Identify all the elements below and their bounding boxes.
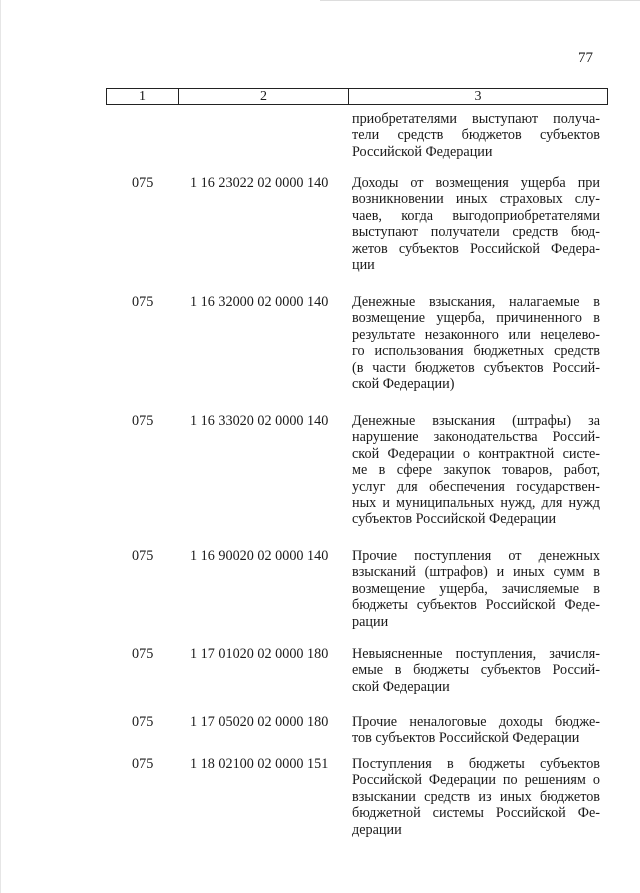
description-line: Поступления в бюджеты субъектов: [352, 756, 600, 772]
scan-edge-top: [320, 0, 640, 1]
description-line: чаев, когда выгодоприобретателями: [352, 207, 600, 224]
admin-code-cell: 075: [132, 646, 154, 662]
description-line: приобретателями выступают получа-: [352, 111, 600, 127]
budget-code-cell: 1 16 33020 02 0000 140: [190, 413, 329, 429]
description-line: ской Федерации о контрактной систе-: [352, 445, 600, 462]
description-cell: [352, 413, 600, 528]
description-line: ме в сфере закупок товаров, работ,: [352, 462, 600, 479]
description-line: (в части бюджетов субъектов Россий-: [352, 359, 600, 376]
description-line: Российской Федерации: [352, 143, 493, 160]
description-line: возмещение ущерба, причиненного в: [352, 310, 600, 327]
description-line: ской Федерации): [352, 375, 455, 392]
description-line: взысканий (штрафов) и иных сумм в: [352, 564, 600, 581]
table-header-col-3: 3: [474, 89, 482, 104]
description-line: нарушение законодательства Россий-: [352, 429, 600, 446]
description-line: возмещение ущерба, зачисляемые в: [352, 580, 600, 597]
description-cell: [352, 175, 600, 273]
admin-code-cell: 075: [132, 756, 154, 772]
description-line: субъектов Российской Федерации: [352, 511, 557, 528]
admin-code-cell: 075: [132, 294, 154, 310]
description-line: возникновении иных страховых слу-: [352, 191, 600, 208]
page-number: 77: [578, 50, 593, 66]
description-line: результате незаконного или нецелево-: [352, 326, 600, 343]
description-cell: [352, 111, 600, 160]
admin-code-cell: 075: [132, 413, 154, 429]
description-line: ской Федерации: [352, 678, 450, 695]
description-line: жетов субъектов Российской Федера-: [352, 240, 600, 257]
description-cell: [352, 756, 600, 838]
description-cell: [352, 548, 600, 630]
description-line: Прочие поступления от денежных: [352, 548, 600, 564]
budget-code-cell: 1 18 02100 02 0000 151: [190, 756, 329, 772]
description-cell: [352, 646, 600, 695]
description-line: выступают получатели средств бюд-: [352, 224, 600, 241]
description-line: Денежные взыскания (штрафы) за: [352, 413, 600, 429]
description-line: рации: [352, 613, 389, 630]
admin-code-cell: 075: [132, 175, 154, 191]
budget-code-cell: 1 16 23022 02 0000 140: [190, 175, 329, 191]
budget-code-cell: 1 17 05020 02 0000 180: [190, 714, 329, 730]
description-line: дерации: [352, 821, 402, 838]
admin-code-cell: 075: [132, 548, 154, 564]
description-line: бюджетной системы Российской Фе-: [352, 805, 600, 822]
budget-code-cell: 1 17 01020 02 0000 180: [190, 646, 329, 662]
scan-edge-left: [0, 0, 1, 893]
description-line: ции: [352, 256, 375, 273]
description-line: услуг для обеспечения государствен-: [352, 478, 600, 495]
description-line: Доходы от возмещения ущерба при: [352, 175, 600, 191]
description-cell: [352, 714, 600, 747]
table-header-col-2: 2: [179, 89, 349, 104]
description-line: Прочие неналоговые доходы бюдже-: [352, 714, 600, 730]
description-line: взыскании средств из иных бюджетов: [352, 788, 600, 805]
description-line: тов субъектов Российской Федерации: [352, 730, 580, 747]
budget-code-cell: 1 16 90020 02 0000 140: [190, 548, 329, 564]
description-line: ных и муниципальных нужд, для нужд: [352, 494, 600, 511]
description-line: Денежные взыскания, налагаемые в: [352, 294, 600, 310]
description-line: Российской Федерации по решениям о: [352, 772, 600, 789]
description-line: емые в бюджеты субъектов Россий-: [352, 662, 600, 679]
table-header-col-1: 1: [107, 89, 179, 104]
description-line: тели средств бюджетов субъектов: [352, 127, 600, 144]
description-line: бюджеты субъектов Российской Феде-: [352, 597, 600, 614]
budget-code-cell: 1 16 32000 02 0000 140: [190, 294, 329, 310]
admin-code-cell: 075: [132, 714, 154, 730]
description-line: Невыясненные поступления, зачисля-: [352, 646, 600, 662]
description-line: го использования бюджетных средств: [352, 343, 600, 360]
table-header: [106, 88, 608, 105]
description-cell: [352, 294, 600, 392]
